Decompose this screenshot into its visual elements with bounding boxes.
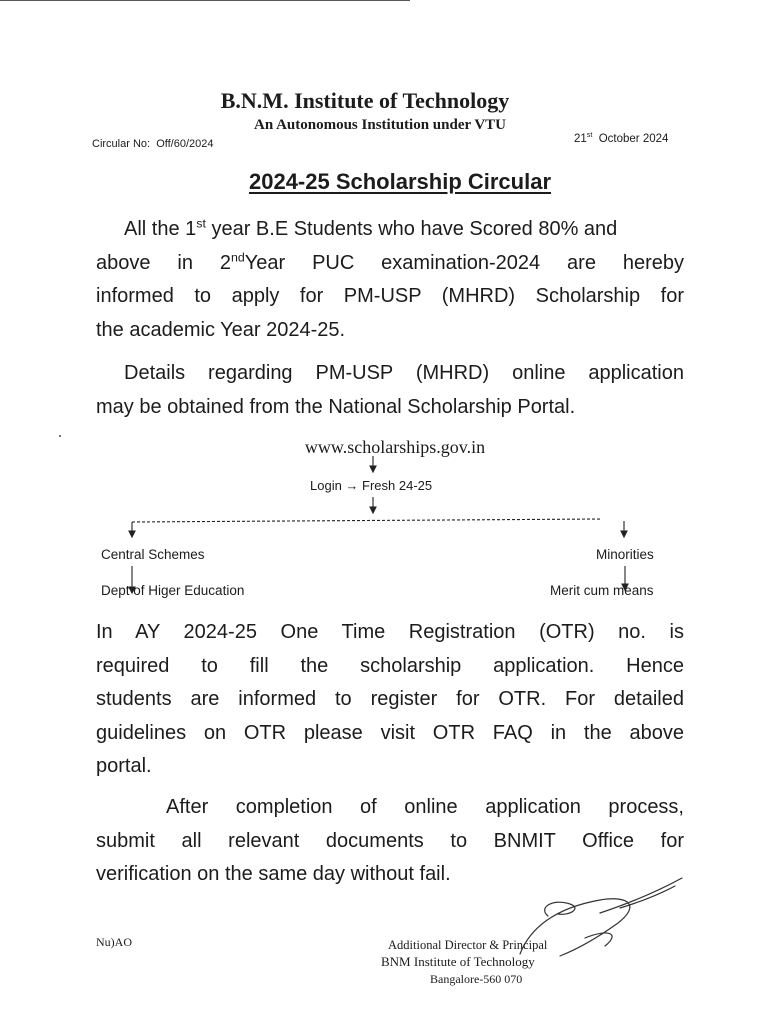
text-run: All the 1 — [124, 218, 197, 240]
date-suffix: st — [586, 131, 593, 140]
paragraph-line: Details regarding PM-USP (MHRD) online application — [124, 362, 684, 384]
paragraph-line: guidelines on OTR please visit OTR FAQ in the above — [96, 721, 684, 744]
login-down-arrowhead — [370, 507, 376, 513]
right-branch-arrowhead — [621, 531, 627, 537]
minorities-label: Minorities — [596, 547, 654, 562]
merit-cum-means-label: Merit cum means — [550, 583, 654, 598]
paragraph-line: submit all relevant documents to BNMIT Office for — [96, 829, 684, 852]
paragraph-line: After completion of online application process, — [166, 796, 684, 818]
institution-name: B.N.M. Institute of Technology — [220, 88, 510, 113]
initials: Nu)AO — [96, 935, 132, 949]
circular-number-value: Off/60/2024 — [156, 138, 214, 150]
central-schemes-label: Central Schemes — [101, 547, 205, 562]
signatory-address: Bangalore-560 070 — [430, 972, 523, 986]
portal-url: www.scholarships.gov.in — [304, 437, 486, 457]
otr-paragraph — [96, 616, 684, 784]
paragraph-line: informed to apply for PM-USP (MHRD) Scholarship for — [96, 285, 684, 307]
signatory-institution: BNM Institute of Technology — [381, 954, 535, 969]
text-run: year B.E Students who have Scored 80% and — [205, 218, 618, 240]
circular-title: 2024-25 Scholarship Circular — [248, 169, 552, 194]
date-month-year: October 2024 — [598, 133, 669, 145]
paragraph-line: verification on the same day without fail. — [96, 863, 451, 885]
paragraph-line: required to fill the scholarship application. Hence — [96, 654, 684, 677]
paragraph-line: In AY 2024-25 One Time Registration (OTR) no. is — [96, 621, 684, 643]
date-day: 21 — [574, 133, 587, 145]
paragraph-line: students are informed to register for OTR. For detailed — [96, 688, 684, 710]
circular-label: Circular No: — [92, 138, 151, 150]
branch-dashed-line — [132, 519, 602, 522]
institution-subtitle: An Autonomous Institution under VTU — [253, 117, 507, 133]
paragraph-line: may be obtained from the National Scholarship Portal. — [96, 395, 576, 418]
ordinal-suffix: st — [196, 216, 206, 231]
left-branch-arrowhead — [129, 531, 135, 537]
dept-higher-education-label: Dept of Higer Education — [101, 583, 245, 598]
login-path: Login → Fresh 24-25 — [310, 478, 433, 493]
text-run: above in 2 — [96, 251, 231, 274]
text-run: Year PUC examination-2024 are hereby — [244, 251, 685, 274]
url-down-arrowhead — [370, 466, 376, 472]
paragraph-line: portal. — [96, 755, 152, 777]
signatory-designation: Additional Director & Principal — [388, 938, 548, 952]
paragraph-line: the academic Year 2024-25. — [96, 318, 346, 341]
ordinal-suffix: nd — [230, 249, 245, 264]
